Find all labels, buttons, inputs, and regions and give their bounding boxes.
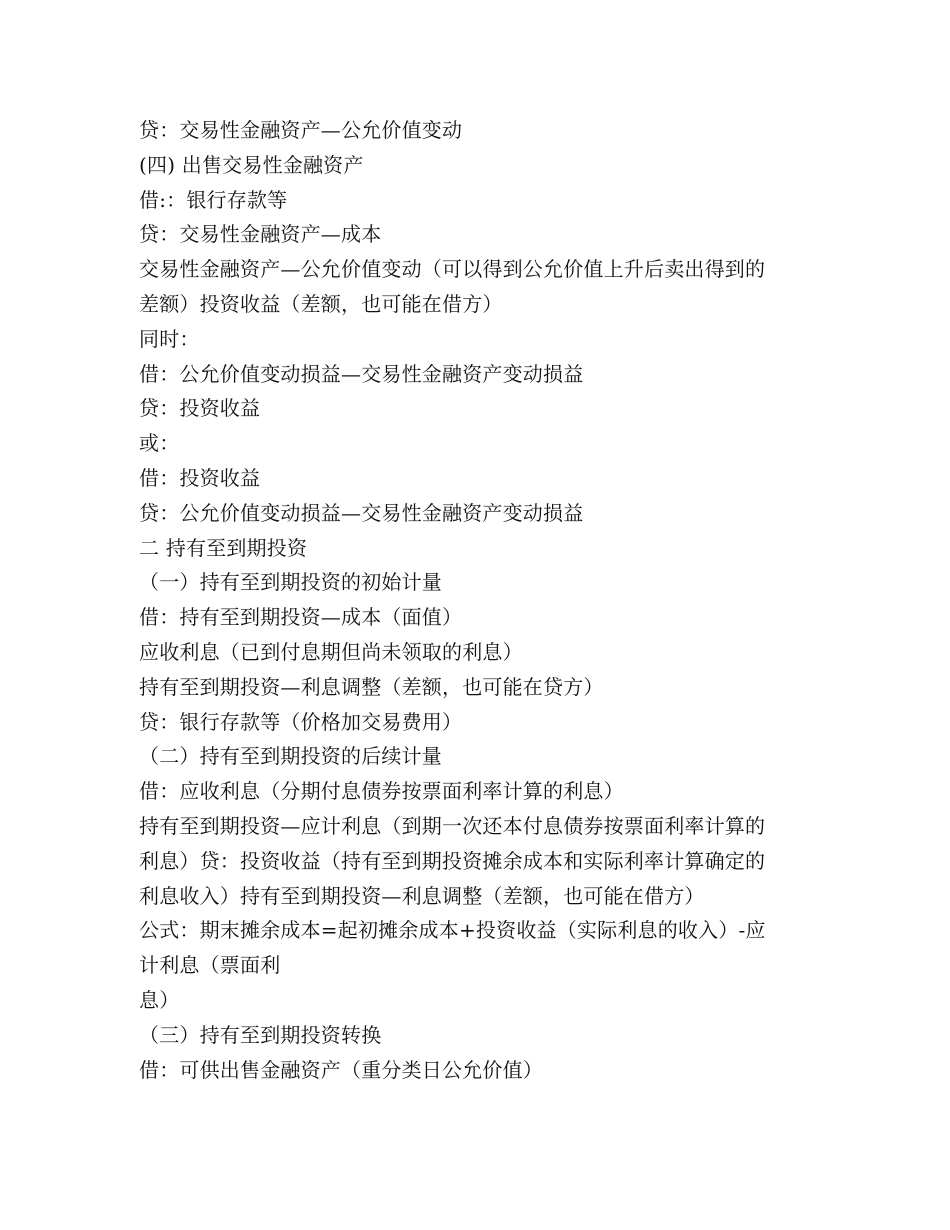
text-line: 借：可供出售金融资产（重分类日公允价值） [139,1057,543,1082]
text-line: 贷：交易性金融资产—公允价值变动 [139,118,463,142]
text-line: 借：投资收益 [139,465,261,490]
text-line: 利息收入）持有至到期投资—利息调整（差额，也可能在借方） [139,883,705,908]
text-line: 借：公允价值变动损益—交易性金融资产变动损益 [139,361,584,386]
document-body [139,113,819,1087]
text-line: 交易性金融资产—公允价值变动（可以得到公允价值上升后卖出得到的 [139,257,766,282]
formula-line: 公式：期末摊余成本=起初摊余成本+投资收益（实际利息的收入）-应 [139,918,766,943]
subsection-heading: （三）持有至到期投资转换 [139,1022,382,1047]
section-heading: (四) 出售交易性金融资产 [139,152,364,177]
section-heading: 二 持有至到期投资 [139,535,308,560]
text-line: 利息）贷：投资收益（持有至到期投资摊余成本和实际利率计算确定的 [139,848,766,873]
text-line: 贷：投资收益 [139,396,261,421]
formula-line: 息） [139,987,180,1012]
text-line: 或： [139,431,180,456]
text-line: 差额）投资收益（差额，也可能在借方） [139,291,503,316]
subsection-heading: （一）持有至到期投资的初始计量 [139,570,442,595]
text-line: 借：持有至到期投资—成本（面值） [139,605,463,630]
subsection-heading: （二）持有至到期投资的后续计量 [139,744,442,769]
text-line: 借：应收利息（分期付息债券按票面利率计算的利息） [139,779,624,804]
text-line: 贷：交易性金融资产—成本 [139,222,382,247]
text-line: 贷：公允价值变动损益—交易性金融资产变动损益 [139,500,584,525]
text-line: 持有至到期投资—应计利息（到期一次还本付息债券按票面利率计算的 [139,813,766,838]
text-line: 贷：银行存款等（价格加交易费用） [139,709,463,734]
text-line: 持有至到期投资—利息调整（差额，也可能在贷方） [139,674,604,699]
text-line: 同时： [139,326,200,351]
formula-line: 计利息（票面利 [139,953,281,978]
text-line: 借:：银行存款等 [139,187,288,212]
text-line: 应收利息（已到付息期但尚未领取的利息） [139,639,523,664]
